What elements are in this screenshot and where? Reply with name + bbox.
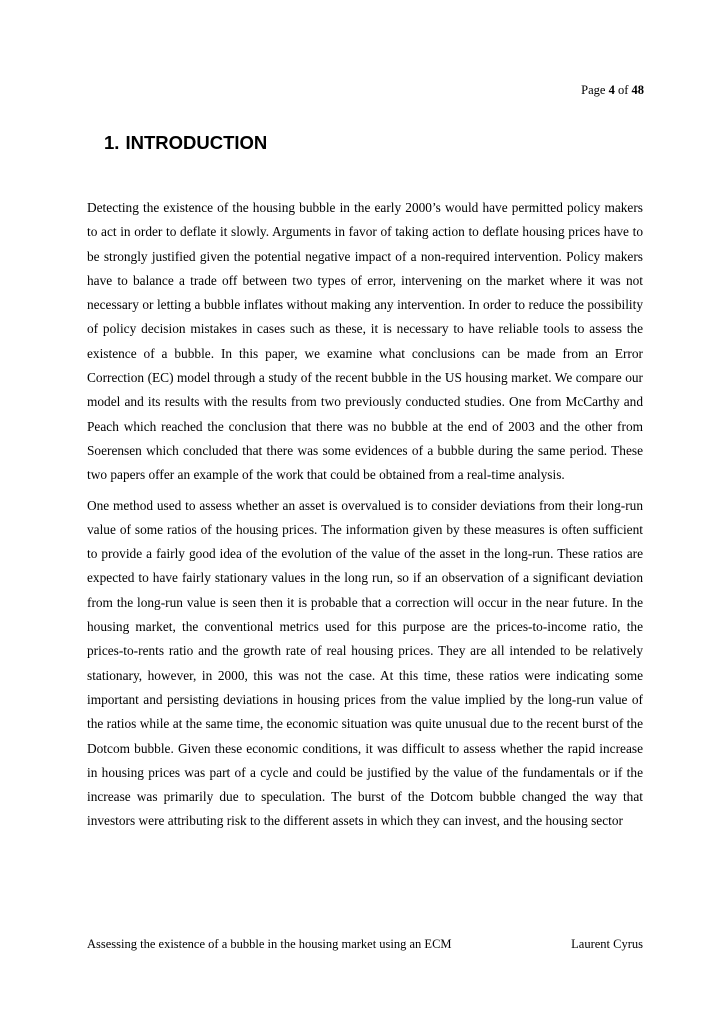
paragraph: Detecting the existence of the housing bubble in the early 2000’s would have permitted policy makers to act in order to deflate it slowly. Arguments in favor of taking action to deflate housing prices have to be strongly justified given the potential negative impact of a non-required intervention. Policy makers have to balance a trade off between two types of error, intervening on the market where it was not necessary or letting a bubble inflates without making any intervention. In order to reduce the possibility of policy decision mistakes in cases such as these, it is necessary to have reliable tools to assess the existence of a bubble. In this paper, we examine what conclusions can be made from an Error Correction (EC) model through a study of the recent bubble in the US housing market. We compare our model and its results with the results from two previously conducted studies. One from McCarthy and Peach which reached the conclusion that there was no bubble at the end of 2003 and the other from Soerensen which concluded that there was some evidences of a bubble during the same period. These two papers offer an example of the work that could be obtained from a real-time analysis. (87, 200, 643, 483)
paragraph: One method used to assess whether an asset is overvalued is to consider deviations from their long-run value of some ratios of the housing prices. The information given by these measures is often sufficient to provide a fairly good idea of the evolution of the value of the asset in the long-run. These ratios are expected to have fairly stationary values in the long run, so if an observation of a significant deviation from the long-run value is seen then it is probable that a correction will occur in the near future. In the housing market, the conventional metrics used for this purpose are the prices-to-income ratio, the prices-to-rents ratio and the growth rate of real housing prices. They are all intended to be relatively stationary, however, in 2000, this was not the case. At this time, these ratios were indicating some important and persisting deviations in housing prices from the value implied by the long-run value of the ratios while at the same time, the economic situation was quite unusual due to the recent burst of the Dotcom bubble. Given these economic conditions, it was difficult to assess whether the rapid increase in housing prices was part of a cycle and could be justified by the value of the fundamentals or if the increase was primarily due to speculation. The burst of the Dotcom bubble changed the way that investors were attributing risk to the different assets in which they can invest, and the housing sector (87, 497, 643, 829)
footer-title: Assessing the existence of a bubble in the housing market using an ECM (87, 937, 452, 951)
page-total: 48 (631, 83, 644, 97)
section-title: INTRODUCTION (125, 132, 268, 153)
footer-author: Laurent Cyrus (571, 937, 643, 951)
section-heading (104, 132, 267, 154)
page-number (581, 82, 644, 98)
page-current: 4 (608, 83, 615, 97)
body-text (87, 196, 643, 840)
page-of: of (617, 83, 629, 97)
section-number: 1. (104, 132, 120, 153)
page-label: Page (581, 83, 606, 97)
